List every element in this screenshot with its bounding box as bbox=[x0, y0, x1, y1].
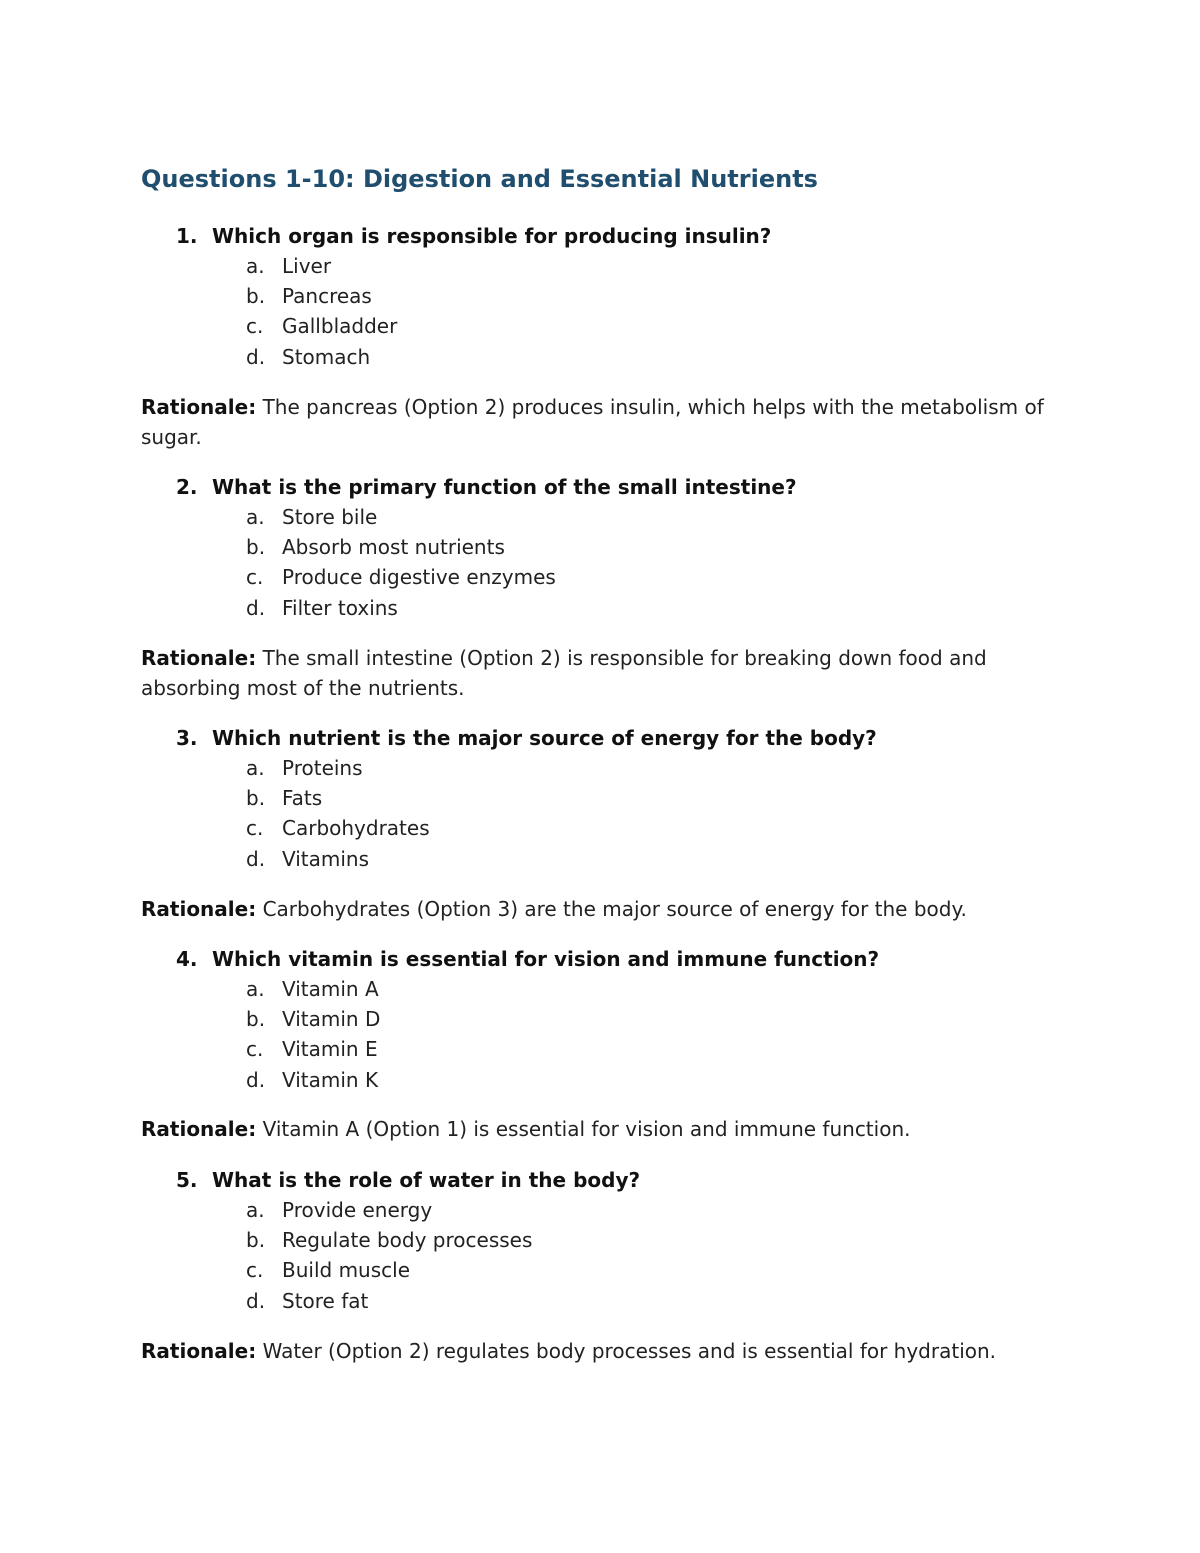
options-list bbox=[246, 753, 430, 874]
option-text: Gallbladder bbox=[282, 314, 398, 339]
option-letter: c. bbox=[246, 816, 264, 841]
question-number: 3. bbox=[176, 726, 198, 750]
option-a bbox=[246, 251, 397, 281]
option-c bbox=[246, 1034, 380, 1064]
option-letter: b. bbox=[246, 1228, 266, 1253]
question-text: What is the primary function of the small intestine? bbox=[212, 475, 797, 499]
option-b bbox=[246, 532, 556, 562]
question-text: What is the role of water in the body? bbox=[212, 1168, 641, 1192]
option-text: Regulate body processes bbox=[282, 1228, 533, 1253]
option-text: Vitamin K bbox=[282, 1067, 379, 1092]
option-letter: c. bbox=[246, 565, 264, 590]
question-title bbox=[176, 221, 771, 251]
question-title bbox=[176, 1165, 640, 1195]
option-letter: d. bbox=[246, 1067, 266, 1092]
option-letter: d. bbox=[246, 846, 266, 871]
option-letter: a. bbox=[246, 977, 265, 1001]
option-letter: d. bbox=[246, 595, 266, 620]
rationale-text: Carbohydrates (Option 3) are the major source of energy for the body. bbox=[262, 897, 967, 921]
option-d bbox=[246, 844, 430, 874]
rationale-1 bbox=[141, 392, 1061, 452]
section-heading: Questions 1-10: Digestion and Essential Nutrients bbox=[141, 165, 818, 193]
rationale-3 bbox=[141, 894, 1061, 924]
question-title bbox=[176, 472, 797, 502]
rationale-text: Vitamin A (Option 1) is essential for vision and immune function. bbox=[262, 1117, 911, 1141]
option-text: Vitamins bbox=[282, 846, 370, 871]
option-d bbox=[246, 1286, 532, 1316]
option-c bbox=[246, 562, 556, 592]
option-letter: b. bbox=[246, 1007, 266, 1032]
question-number: 2. bbox=[176, 475, 198, 499]
question-title bbox=[176, 944, 879, 974]
option-text: Absorb most nutrients bbox=[282, 535, 505, 560]
rationale-4 bbox=[141, 1114, 1061, 1144]
rationale-label: Rationale: bbox=[141, 897, 257, 921]
option-b bbox=[246, 281, 397, 311]
option-b bbox=[246, 1225, 532, 1255]
option-letter: d. bbox=[246, 344, 266, 369]
options-list bbox=[246, 502, 556, 623]
rationale-text: The pancreas (Option 2) produces insulin, which helps with the metabolism of sugar. bbox=[141, 395, 1044, 449]
option-text: Pancreas bbox=[282, 284, 372, 309]
option-text: Vitamin E bbox=[282, 1037, 378, 1062]
option-letter: a. bbox=[246, 756, 265, 780]
option-a bbox=[246, 1195, 532, 1225]
option-a bbox=[246, 753, 430, 783]
option-letter: a. bbox=[246, 505, 265, 529]
option-letter: c. bbox=[246, 314, 264, 339]
option-text: Vitamin D bbox=[282, 1007, 381, 1032]
option-d bbox=[246, 342, 397, 372]
option-text: Proteins bbox=[282, 756, 363, 780]
option-text: Stomach bbox=[282, 344, 371, 369]
options-list bbox=[246, 974, 380, 1095]
option-text: Vitamin A bbox=[282, 977, 379, 1001]
rationale-label: Rationale: bbox=[141, 1117, 257, 1141]
rationale-label: Rationale: bbox=[141, 395, 257, 419]
option-letter: a. bbox=[246, 254, 265, 278]
option-text: Store bile bbox=[282, 505, 378, 529]
option-text: Carbohydrates bbox=[282, 816, 430, 841]
option-c bbox=[246, 311, 397, 341]
question-text: Which vitamin is essential for vision and immune function? bbox=[212, 947, 880, 971]
option-text: Provide energy bbox=[282, 1198, 433, 1222]
option-text: Build muscle bbox=[282, 1258, 410, 1283]
question-text: Which nutrient is the major source of energy for the body? bbox=[212, 726, 877, 750]
option-b bbox=[246, 783, 430, 813]
option-text: Store fat bbox=[282, 1288, 369, 1313]
options-list bbox=[246, 1195, 532, 1316]
rationale-text: Water (Option 2) regulates body processes and is essential for hydration. bbox=[262, 1339, 997, 1363]
option-a bbox=[246, 502, 556, 532]
option-text: Liver bbox=[282, 254, 332, 278]
options-list bbox=[246, 251, 397, 372]
question-number: 1. bbox=[176, 224, 198, 248]
option-letter: b. bbox=[246, 535, 266, 560]
option-letter: c. bbox=[246, 1258, 264, 1283]
option-d bbox=[246, 1065, 380, 1095]
option-letter: b. bbox=[246, 284, 266, 309]
rationale-2 bbox=[141, 643, 1061, 703]
option-letter: b. bbox=[246, 786, 266, 811]
rationale-text: The small intestine (Option 2) is responsible for breaking down food and absorbing most of the nutrients. bbox=[141, 646, 987, 700]
option-d bbox=[246, 593, 556, 623]
option-letter: c. bbox=[246, 1037, 264, 1062]
option-text: Produce digestive enzymes bbox=[282, 565, 556, 590]
rationale-5 bbox=[141, 1336, 1061, 1366]
question-number: 5. bbox=[176, 1168, 198, 1192]
option-letter: a. bbox=[246, 1198, 265, 1222]
option-c bbox=[246, 813, 430, 843]
option-text: Filter toxins bbox=[282, 595, 398, 620]
rationale-label: Rationale: bbox=[141, 646, 257, 670]
rationale-label: Rationale: bbox=[141, 1339, 257, 1363]
option-text: Fats bbox=[282, 786, 323, 811]
question-title bbox=[176, 723, 877, 753]
question-number: 4. bbox=[176, 947, 198, 971]
option-c bbox=[246, 1255, 532, 1285]
option-a bbox=[246, 974, 380, 1004]
option-letter: d. bbox=[246, 1288, 266, 1313]
question-text: Which organ is responsible for producing insulin? bbox=[212, 224, 772, 248]
option-b bbox=[246, 1004, 380, 1034]
